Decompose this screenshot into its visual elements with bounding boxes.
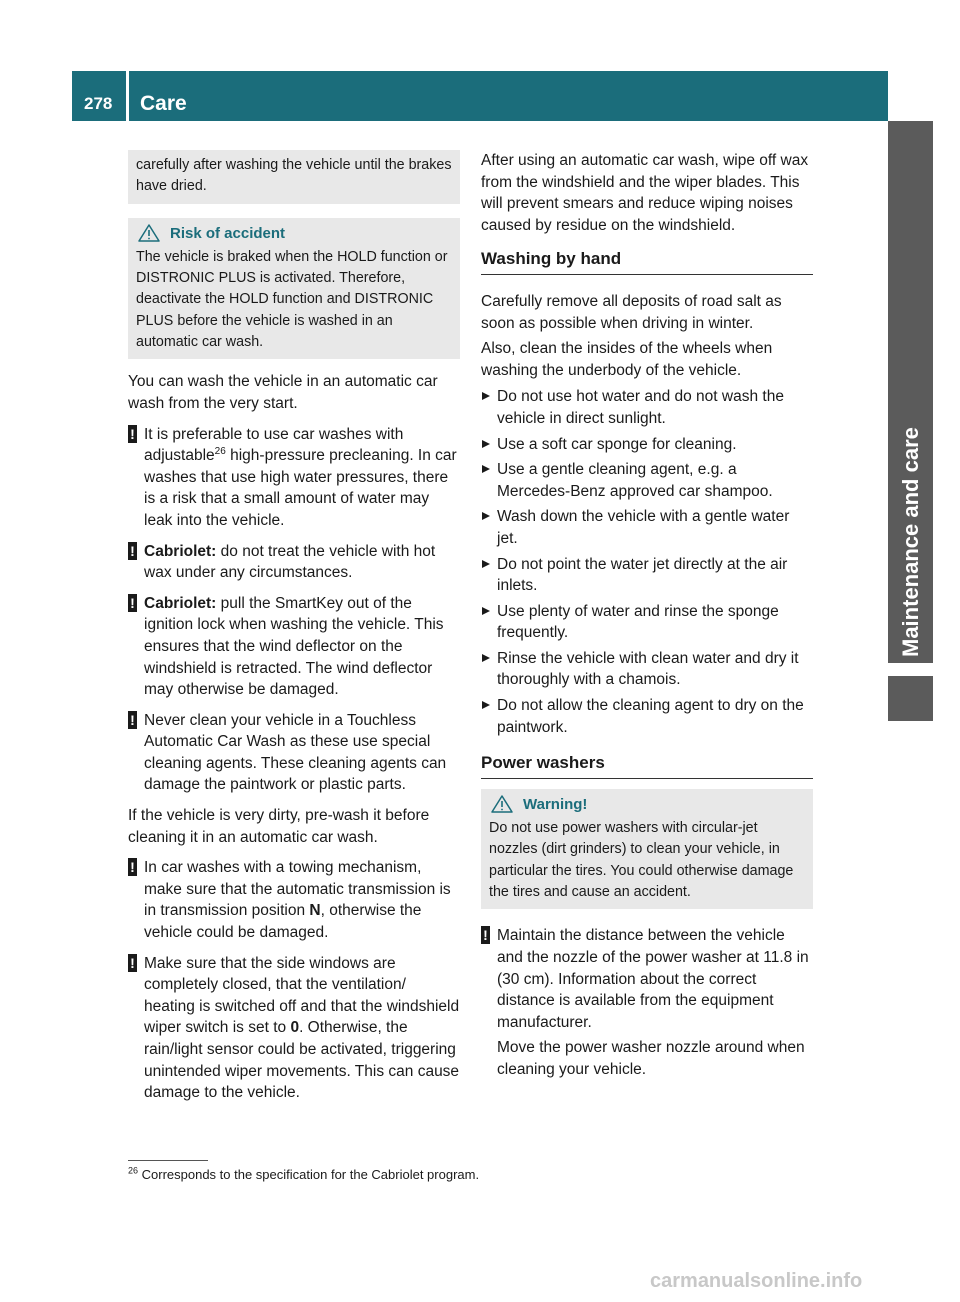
list-item <box>481 386 813 429</box>
warning-box-title: Warning! <box>523 795 588 813</box>
footnote-number: 26 <box>128 1165 139 1176</box>
risk-box <box>128 218 460 360</box>
list-item <box>481 459 813 502</box>
list-item-text: Do not use hot water and do not wash the vehicle in direct sunlight. <box>497 388 784 427</box>
risk-box-header <box>136 223 452 244</box>
list-item <box>481 648 813 691</box>
exclamation-icon: ! <box>128 594 137 612</box>
note-nozzle-distance-text: Maintain the distance between the vehicle and the nozzle of the power washer at 11.8 in (30 cm). Information about the correct distance is available from the equipment manufacturer. <box>497 927 809 1031</box>
exclamation-icon: ! <box>128 425 137 443</box>
step-arrow-icon <box>481 559 491 569</box>
exclamation-icon: ! <box>128 858 137 876</box>
watermark: carmanualsonline.info <box>650 1270 863 1292</box>
warning-box-header <box>489 794 805 815</box>
note-towing <box>128 857 460 943</box>
note-smartkey-text: pull the SmartKey out of the ignition lock when washing the vehicle. This ensures that the wind deflector on the windshield is retracted. The wind deflector may otherwise be damaged. <box>144 594 444 699</box>
side-tab-label: Maintenance and care <box>898 427 923 657</box>
note-towing-post: , otherwise the vehicle could be damaged. <box>144 902 422 942</box>
exclamation-icon: ! <box>128 542 137 560</box>
note-smartkey-label: Cabriolet: <box>144 594 217 612</box>
list-item-text: Use a gentle cleaning agent, e.g. a Mercedes-Benz approved car shampoo. <box>497 461 773 500</box>
note-hot-wax <box>128 541 460 584</box>
footnote <box>128 1166 479 1184</box>
risk-box-title: Risk of accident <box>170 224 286 242</box>
note-windows-pre: Make sure that the side windows are completely closed, that the ventilation/ heating is switched off and that the windshield wiper switch is set to <box>144 954 460 1037</box>
dirty-paragraph: If the vehicle is very dirty, pre-wash it before cleaning it in an automatic car wash. <box>128 807 430 846</box>
note-windows-bold: 0 <box>290 1019 300 1037</box>
note-precleaning-post: high-pressure precleaning. In car washes that use high water pressures, there is a risk that a small amount of water may leak into the vehicle. <box>144 447 457 529</box>
wheels-paragraph: Also, clean the insides of the wheels when washing the underbody of the vehicle. <box>481 340 773 379</box>
page-number: 278 <box>84 94 113 113</box>
after-wash-paragraph: After using an automatic car wash, wipe off wax from the windshield and the wiper blades. This will prevent smears and reduce wiping noises caused by residue on the windshield. <box>481 152 809 234</box>
header-divider <box>126 71 129 121</box>
step-arrow-icon <box>481 700 491 710</box>
note-touchless-text: Never clean your vehicle in a Touchless Automatic Car Wash as these use special cleaning agents. These cleaning agents can damage the paintwork or plastic parts. <box>144 711 447 794</box>
warning-triangle-icon <box>138 224 160 242</box>
list-item-text: Use plenty of water and rinse the sponge frequently. <box>497 602 779 642</box>
side-tab <box>888 121 933 663</box>
page-title: Care <box>140 92 187 115</box>
note-precleaning-pre: It is preferable to use car washes with adjustable <box>144 425 404 465</box>
warning-box-text: Do not use power washers with circular-jet nozzles (dirt grinders) to clean your vehicle, in particular the tires. You could otherwise damage the tires and cause an accident. <box>489 820 794 901</box>
note-windows <box>128 953 460 1104</box>
step-arrow-icon <box>481 653 491 663</box>
note-hot-wax-label: Cabriolet: <box>144 542 217 560</box>
step-arrow-icon <box>481 511 491 521</box>
continued-warning-text: carefully after washing the vehicle until the brakes have dried. <box>136 157 452 195</box>
footnote-rule <box>128 1160 208 1161</box>
exclamation-icon: ! <box>128 954 137 972</box>
list-item <box>481 506 813 549</box>
note-touchless <box>128 710 460 796</box>
list-item-text: Wash down the vehicle with a gentle water jet. <box>497 508 790 547</box>
note-towing-pre: In car washes with a towing mechanism, make sure that the automatic transmission is in transmission position <box>144 859 451 920</box>
list-item-text: Do not point the water jet directly at the air inlets. <box>497 555 788 595</box>
note-nozzle-move: Move the power washer nozzle around when cleaning your vehicle. <box>497 1039 805 1078</box>
left-column <box>128 150 460 1113</box>
note-precleaning <box>128 424 460 532</box>
list-item <box>481 434 813 456</box>
step-arrow-icon <box>481 464 491 474</box>
list-item <box>481 695 813 738</box>
note-smartkey <box>128 593 460 701</box>
list-item-text: Rinse the vehicle with clean water and dry it thoroughly with a chamois. <box>497 649 799 689</box>
list-item <box>481 554 813 597</box>
header-bar <box>72 71 888 121</box>
exclamation-icon: ! <box>128 711 137 729</box>
road-salt-paragraph: Carefully remove all deposits of road salt as soon as possible when driving in winter. <box>481 292 782 332</box>
list-item <box>481 601 813 644</box>
step-arrow-icon <box>481 391 491 401</box>
exclamation-icon: ! <box>481 926 490 944</box>
note-hot-wax-text: do not treat the vehicle with hot wax under any circumstances. <box>144 542 436 582</box>
section-heading-washing-by-hand: Washing by hand <box>481 248 813 275</box>
section-heading-power-washers: Power washers <box>481 752 813 779</box>
step-arrow-icon <box>481 606 491 616</box>
hand-wash-steps <box>481 386 813 738</box>
footnote-text: Corresponds to the specification for the Cabriolet program. <box>138 1167 480 1182</box>
right-column <box>481 150 813 1080</box>
intro-paragraph: You can wash the vehicle in an automatic car wash from the very start. <box>128 373 438 412</box>
warning-triangle-icon <box>491 795 513 813</box>
note-windows-post: . Otherwise, the rain/light sensor could be activated, triggering unintended wiper movements. This can cause damage to the vehicle. <box>144 1019 460 1102</box>
risk-box-text: The vehicle is braked when the HOLD function or DISTRONIC PLUS is activated. Therefore, deactivate the HOLD function and DISTRONIC PLUS before the vehicle is washed in an automatic car wash. <box>136 248 448 351</box>
note-nozzle-distance <box>481 925 813 1033</box>
list-item-text: Do not allow the cleaning agent to dry on the paintwork. <box>497 697 804 736</box>
side-marker <box>888 676 933 721</box>
continued-warning-box <box>128 150 460 204</box>
note-towing-bold: N <box>309 902 321 920</box>
step-arrow-icon <box>481 439 491 449</box>
warning-box <box>481 789 813 909</box>
list-item-text: Use a soft car sponge for cleaning. <box>497 435 737 453</box>
footnote-ref: 26 <box>214 446 226 457</box>
